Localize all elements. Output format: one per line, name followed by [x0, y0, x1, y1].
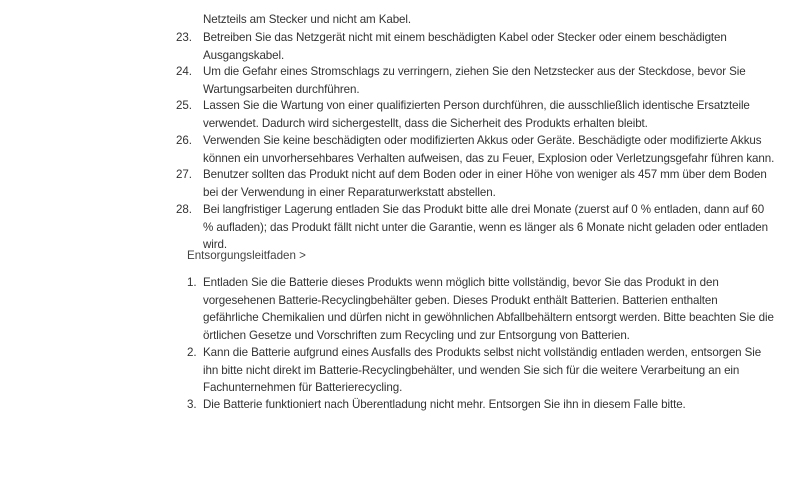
list-item — [187, 396, 776, 414]
list-item-text: Die Batterie funktioniert nach Überentladung nicht mehr. Entsorgen Sie ihn in diesem Falle bitte. — [203, 398, 686, 411]
list-item-number: 27. — [176, 168, 192, 181]
list-item-text: Verwenden Sie keine beschädigten oder modifizierten Akkus oder Geräte. Beschädigte oder modifizierte Akkus können ein unvorhersehbares Verhalten aufweisen, das zu Feuer, Explosion oder Verletzungsgefahr führen kann. — [203, 134, 775, 165]
list-item — [176, 63, 776, 98]
list-item — [176, 201, 776, 254]
list-item-text: Netzteils am Stecker und nicht am Kabel. — [203, 13, 412, 26]
list-item-number: 23. — [176, 31, 192, 44]
list-item — [176, 132, 776, 167]
list-item — [176, 29, 776, 64]
list-item-number: 2. — [187, 346, 197, 359]
list-item — [176, 97, 776, 132]
list-item-text: Betreiben Sie das Netzgerät nicht mit einem beschädigten Kabel oder Stecker oder einem beschädigten Ausgangskabel. — [203, 31, 727, 62]
list-item-text: Bei langfristiger Lagerung entladen Sie das Produkt bitte alle drei Monate (zuerst auf 0 % entladen, dann auf 60 % aufladen); das Produkt fällt nicht unter die Garantie, wenn es länger als 6 Monate nicht geladen oder entladen wird. — [203, 203, 768, 251]
list-item — [187, 274, 776, 344]
list-item-number: 25. — [176, 99, 192, 112]
list-item-text: Entladen Sie die Batterie dieses Produkts wenn möglich bitte vollständig, bevor Sie das Produkt in den vorgesehenen Batterie-Recyclingbehälter geben. Dieses Produkt enthält Batterien. Batterien enthalten gefährliche Chemikalien und dürfen nicht in gewöhnlichen Abfallbehältern entsorgt werden. Bitte beachten Sie die örtlichen Gesetze und Vorschriften zum Recycling und zur Entsorgung von Batterien. — [203, 276, 774, 342]
list-item-text: Lassen Sie die Wartung von einer qualifizierten Person durchführen, die ausschließlich identische Ersatzteile verwendet. Dadurch wird sichergestellt, dass die Sicherheit des Produkts erhalten bleibt. — [203, 99, 750, 130]
list-item-number: 26. — [176, 134, 192, 147]
list-item-number: 3. — [187, 398, 197, 411]
list-item-number: 1. — [187, 276, 197, 289]
list-item-text: Benutzer sollten das Produkt nicht auf dem Boden oder in einer Höhe von weniger als 457 mm über dem Boden bei der Verwendung in einer Reparaturwerkstatt abstellen. — [203, 168, 767, 199]
list-item-text: Kann die Batterie aufgrund eines Ausfalls des Produkts selbst nicht vollständig entladen werden, entsorgen Sie ihn bitte nicht direkt im Batterie-Recyclingbehälter, und wenden Sie sich für die weitere Verarbeitung an ein Fachunternehmen für Batterierecycling. — [203, 346, 762, 394]
list-item — [176, 166, 776, 201]
list-item-number: 24. — [176, 65, 192, 78]
list-item-text: Um die Gefahr eines Stromschlags zu verringern, ziehen Sie den Netzstecker aus der Steckdose, bevor Sie Wartungsarbeiten durchführen. — [203, 65, 746, 96]
list-item-number: 28. — [176, 203, 192, 216]
list-item — [176, 11, 776, 29]
list-item — [187, 344, 776, 397]
section-heading-link[interactable]: Entsorgungsleitfaden > — [187, 249, 306, 262]
